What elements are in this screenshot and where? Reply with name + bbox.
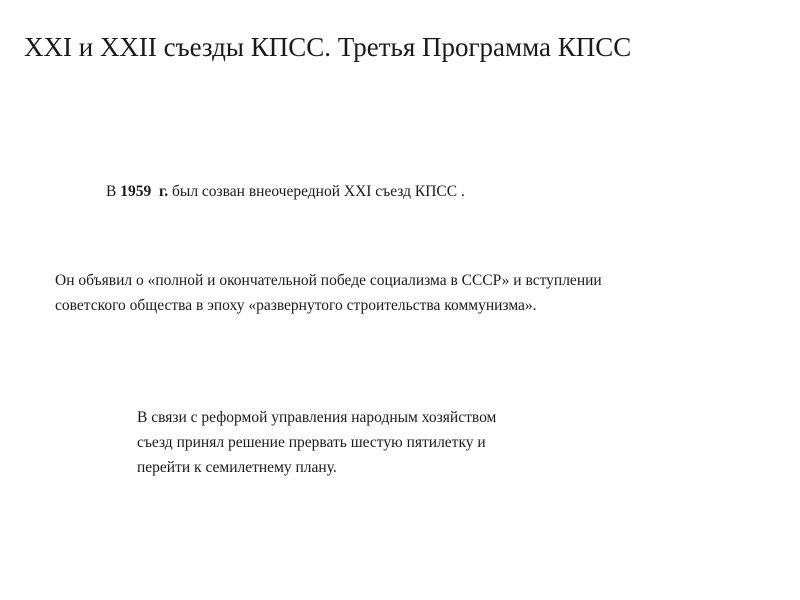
para2-line-2: советского общества в эпоху «развернутого строительства коммунизма». (55, 297, 537, 314)
paragraph-seven-year-plan (137, 405, 607, 480)
para2-line-1: Он объявил о «полной и окончательной победе социализма в СССР» и вступлении (55, 272, 602, 289)
paragraph-congress-1959 (106, 179, 465, 204)
para3-line-1: В связи с реформой управления народным хозяйством (137, 409, 497, 426)
para1-year: 1959 (120, 183, 152, 200)
para3-line-3: перейти к семилетнему плану. (137, 459, 337, 476)
slide-title: XXI и XXII съезды КПСС. Третья Программа КПСС (24, 32, 632, 62)
para1-rest: был созван внеочередной XXI съезд КПСС . (168, 183, 465, 200)
para1-abbr: г. (158, 183, 169, 200)
para1-prefix: В (106, 183, 121, 200)
para3-line-2: съезд принял решение прервать шестую пятилетку и (137, 434, 486, 451)
paragraph-socialism-victory (55, 268, 775, 318)
